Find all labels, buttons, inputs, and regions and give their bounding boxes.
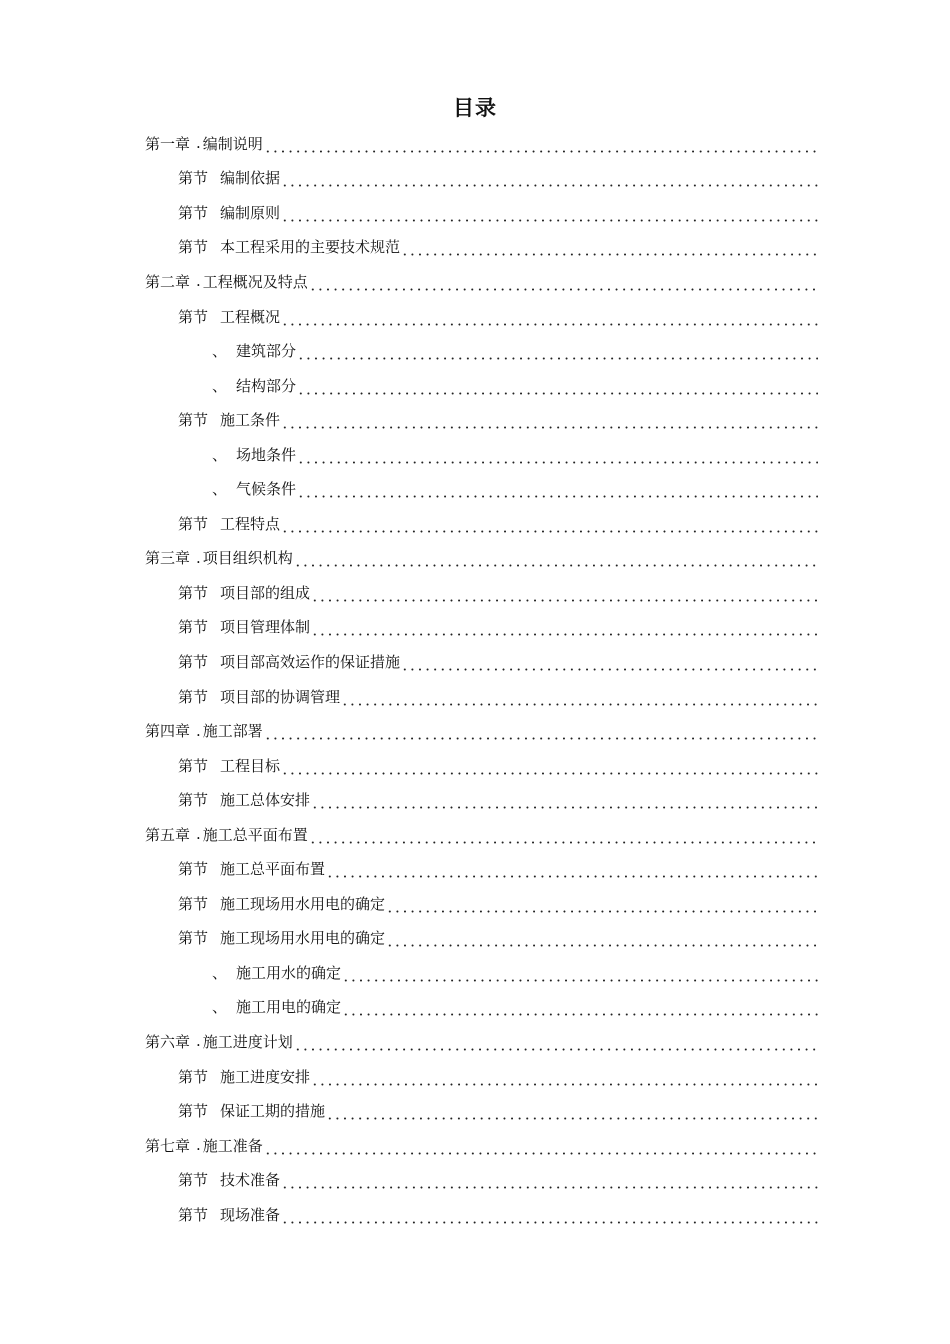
- toc-entry-number: 第节: [178, 618, 209, 637]
- toc-entry-separator: .: [196, 272, 201, 291]
- toc-entry-number: 第五章: [145, 825, 191, 844]
- toc-entry-number: 第节: [178, 1102, 209, 1121]
- toc-entry-label: 施工用水的确定: [236, 963, 342, 982]
- toc-entry-number: 第三章: [145, 549, 191, 568]
- toc-section-entry[interactable]: [0, 299, 950, 334]
- toc-entry-label: 现场准备: [220, 1205, 281, 1224]
- toc-entry-number: 、: [212, 480, 228, 499]
- toc-entry-label: 工程特点: [220, 514, 281, 533]
- dot-leader: [311, 1071, 818, 1086]
- toc-entry-label: 项目部高效运作的保证措施: [220, 652, 401, 671]
- toc-entry-number: 、: [212, 963, 228, 982]
- toc-section-entry[interactable]: [0, 575, 950, 610]
- toc-entry-number: 第节: [178, 1205, 209, 1224]
- toc-chapter-entry[interactable]: [0, 1024, 950, 1059]
- toc-entry-number: 、: [212, 342, 228, 361]
- dot-leader: [297, 449, 818, 464]
- toc-entry-number: 第节: [178, 514, 209, 533]
- toc-section-entry[interactable]: [0, 1162, 950, 1197]
- toc-entry-number: 第节: [178, 687, 209, 706]
- toc-entry-number: 第节: [178, 307, 209, 326]
- dot-leader: [386, 898, 818, 913]
- toc-chapter-entry[interactable]: [0, 264, 950, 299]
- toc-entry-label: 结构部分: [236, 376, 297, 395]
- dot-leader: [311, 621, 818, 636]
- toc-entry-number: 第节: [178, 756, 209, 775]
- toc-entry-label: 施工用电的确定: [236, 998, 342, 1017]
- toc-section-entry[interactable]: [0, 161, 950, 196]
- dot-leader: [342, 967, 818, 982]
- toc-entry-label: 施工进度安排: [220, 1067, 311, 1086]
- toc-entry-number: 第节: [178, 652, 209, 671]
- dot-leader: [281, 414, 818, 429]
- toc-section-entry[interactable]: [0, 1197, 950, 1232]
- dot-leader: [281, 311, 818, 326]
- toc-entry-label: 施工部署: [202, 722, 263, 741]
- toc-entry-number: 第节: [178, 169, 209, 188]
- toc-entry-number: 第四章: [145, 722, 191, 741]
- toc-chapter-entry[interactable]: [0, 713, 950, 748]
- toc-entry-label: 项目部的协调管理: [220, 687, 341, 706]
- toc-subsection-entry[interactable]: [0, 990, 950, 1025]
- toc-section-entry[interactable]: [0, 506, 950, 541]
- toc-entry-label: 项目管理体制: [220, 618, 311, 637]
- dot-leader: [281, 760, 818, 775]
- toc-entry-number: 第节: [178, 929, 209, 948]
- dot-leader: [294, 1036, 818, 1051]
- toc-entry-number: 第二章: [145, 272, 191, 291]
- toc-entry-label: 施工进度计划: [202, 1032, 293, 1051]
- toc-chapter-entry[interactable]: [0, 1128, 950, 1163]
- dot-leader: [401, 656, 818, 671]
- toc-entry-number: 、: [212, 376, 228, 395]
- dot-leader: [341, 691, 818, 706]
- toc-entry-number: 第节: [178, 791, 209, 810]
- toc-section-entry[interactable]: [0, 195, 950, 230]
- dot-leader: [342, 1001, 818, 1016]
- toc-entry-label: 施工现场用水用电的确定: [220, 894, 386, 913]
- dot-leader: [281, 207, 818, 222]
- dot-leader: [264, 1140, 818, 1155]
- toc-entry-label: 场地条件: [236, 445, 297, 464]
- toc-subsection-entry[interactable]: [0, 368, 950, 403]
- toc-section-entry[interactable]: [0, 1059, 950, 1094]
- toc-entry-number: 、: [212, 445, 228, 464]
- toc-section-entry[interactable]: [0, 921, 950, 956]
- toc-section-entry[interactable]: [0, 402, 950, 437]
- dot-leader: [264, 725, 818, 740]
- toc-subsection-entry[interactable]: [0, 955, 950, 990]
- dot-leader: [309, 829, 818, 844]
- toc-section-entry[interactable]: [0, 886, 950, 921]
- toc-chapter-entry[interactable]: [0, 817, 950, 852]
- toc-entry-separator: .: [196, 134, 201, 153]
- dot-leader: [294, 552, 818, 567]
- toc-entry-label: 工程目标: [220, 756, 281, 775]
- toc-entry-label: 技术准备: [220, 1171, 281, 1190]
- dot-leader: [264, 138, 818, 153]
- toc-entry-number: 第节: [178, 238, 209, 257]
- toc-chapter-entry[interactable]: [0, 126, 950, 161]
- toc-entry-label: 工程概况: [220, 307, 281, 326]
- toc-entry-label: 工程概况及特点: [202, 272, 308, 291]
- toc-entry-label: 项目部的组成: [220, 583, 311, 602]
- toc-subsection-entry[interactable]: [0, 471, 950, 506]
- toc-entry-separator: .: [196, 721, 201, 740]
- toc-entry-label: 编制依据: [220, 169, 281, 188]
- toc-subsection-entry[interactable]: [0, 333, 950, 368]
- dot-leader: [297, 483, 818, 498]
- toc-section-entry[interactable]: [0, 679, 950, 714]
- toc-entry-label: 气候条件: [236, 480, 297, 499]
- toc-entry-label: 施工总平面布置: [202, 825, 308, 844]
- dot-leader: [281, 1209, 818, 1224]
- toc-subsection-entry[interactable]: [0, 437, 950, 472]
- toc-entry-label: 本工程采用的主要技术规范: [220, 238, 401, 257]
- dot-leader: [281, 1174, 818, 1189]
- toc-entry-number: 第节: [178, 583, 209, 602]
- dot-leader: [401, 241, 818, 256]
- toc-entry-number: 第七章: [145, 1136, 191, 1155]
- dot-leader: [311, 587, 818, 602]
- toc-chapter-entry[interactable]: [0, 541, 950, 576]
- toc-entry-number: 第节: [178, 894, 209, 913]
- toc-entry-label: 施工总平面布置: [220, 860, 326, 879]
- dot-leader: [309, 276, 818, 291]
- toc-entry-separator: .: [196, 825, 201, 844]
- dot-leader: [297, 345, 818, 360]
- toc-entry-number: 第六章: [145, 1032, 191, 1051]
- toc-entry-number: 第一章: [145, 134, 191, 153]
- toc-section-entry[interactable]: [0, 1093, 950, 1128]
- toc-entry-label: 保证工期的措施: [220, 1102, 326, 1121]
- dot-leader: [326, 863, 818, 878]
- toc-entry-label: 项目组织机构: [202, 549, 293, 568]
- toc-entry-number: 第节: [178, 860, 209, 879]
- dot-leader: [326, 1105, 818, 1120]
- toc-section-entry[interactable]: [0, 782, 950, 817]
- toc-entry-number: 第节: [178, 1067, 209, 1086]
- dot-leader: [281, 172, 818, 187]
- toc-section-entry[interactable]: [0, 644, 950, 679]
- toc-entry-number: 第节: [178, 1171, 209, 1190]
- toc-entry-label: 编制原则: [220, 203, 281, 222]
- toc-entry-label: 建筑部分: [236, 342, 297, 361]
- dot-leader: [281, 518, 818, 533]
- toc-entry-separator: .: [196, 1032, 201, 1051]
- toc-entry-label: 施工准备: [202, 1136, 263, 1155]
- toc-entry-label: 施工现场用水用电的确定: [220, 929, 386, 948]
- toc-section-entry[interactable]: [0, 230, 950, 265]
- toc-list: [0, 126, 950, 1232]
- toc-entry-label: 编制说明: [202, 134, 263, 153]
- dot-leader: [386, 932, 818, 947]
- dot-leader: [297, 380, 818, 395]
- toc-title: 目录: [453, 96, 497, 120]
- toc-entry-separator: .: [196, 1136, 201, 1155]
- toc-entry-number: 第节: [178, 411, 209, 430]
- toc-entry-separator: .: [196, 548, 201, 567]
- toc-section-entry[interactable]: [0, 610, 950, 645]
- toc-entry-label: 施工条件: [220, 411, 281, 430]
- toc-section-entry[interactable]: [0, 748, 950, 783]
- toc-entry-label: 施工总体安排: [220, 791, 311, 810]
- toc-entry-number: 、: [212, 998, 228, 1017]
- toc-section-entry[interactable]: [0, 851, 950, 886]
- dot-leader: [311, 794, 818, 809]
- toc-entry-number: 第节: [178, 203, 209, 222]
